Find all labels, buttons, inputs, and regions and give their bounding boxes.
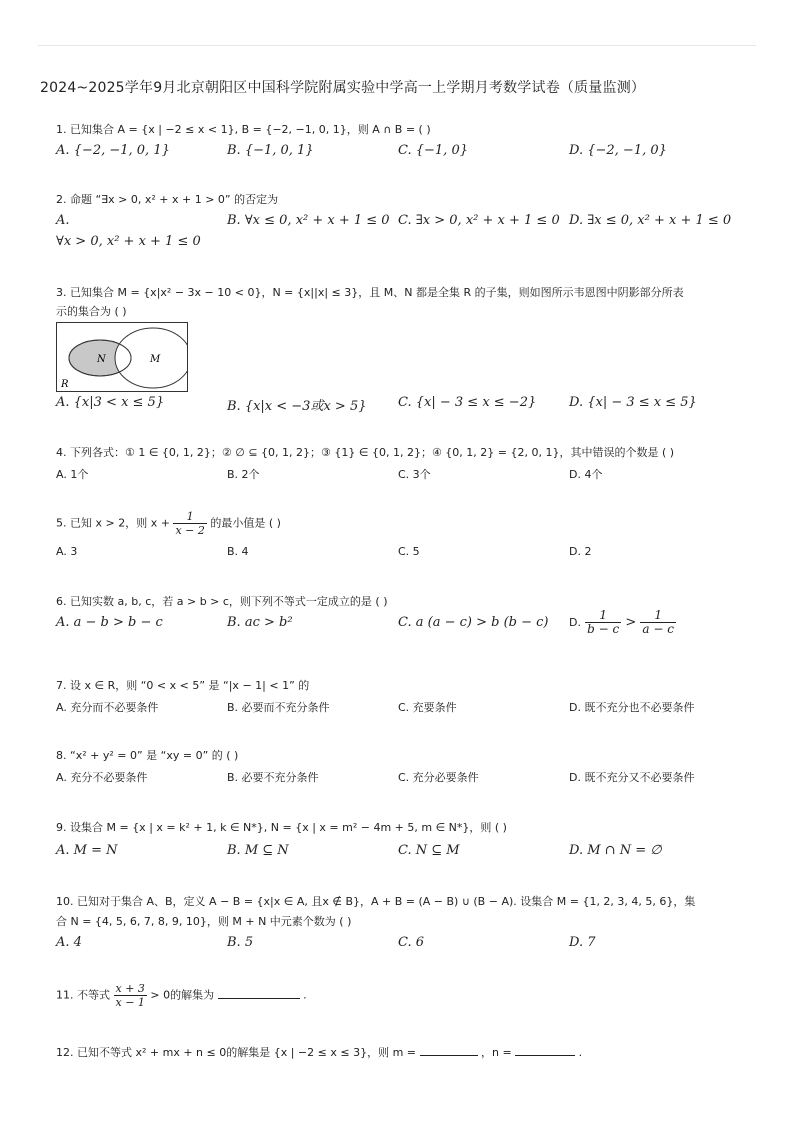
q2-option-a-text: ∀x > 0, x² + x + 1 ≤ 0 (56, 234, 201, 249)
q5-frac-den: x − 2 (175, 524, 205, 537)
q7-option-a[interactable]: A. 充分而不必要条件 (56, 701, 159, 714)
q12-n-answer-blank[interactable] (515, 1043, 575, 1056)
q11-stem-pre: 11. 不等式 (56, 988, 114, 1002)
q6-option-b[interactable]: B. ac > b² (227, 615, 293, 630)
q3-option-d[interactable]: D. {x| − 3 ≤ x ≤ 5} (569, 395, 697, 410)
q3-option-a[interactable]: A. {x|3 < x ≤ 5} (56, 395, 165, 410)
q1-option-c[interactable]: C. {−1, 0} (398, 143, 468, 158)
q8-option-c[interactable]: C. 充分必要条件 (398, 771, 479, 784)
q12-stem-pre: 12. 已知不等式 x² + mx + n ≤ 0的解集是 {x | −2 ≤ x ≤ 3}，则 m = (56, 1046, 420, 1059)
q6-d-den2: a − c (642, 622, 674, 636)
question-12-stem (56, 1043, 582, 1061)
q1-option-b[interactable]: B. {−1, 0, 1} (227, 143, 314, 158)
question-8-stem: 8. “x² + y² = 0” 是 “xy = 0” 的 ( ) (56, 749, 239, 762)
q6-option-d[interactable] (569, 609, 676, 636)
q2-option-d[interactable]: D. ∃x ≤ 0, x² + x + 1 ≤ 0 (569, 213, 732, 228)
q9-option-a[interactable]: A. M = N (56, 843, 118, 858)
q10-option-a[interactable]: A. 4 (56, 935, 82, 950)
header-divider (38, 45, 756, 46)
q8-option-a[interactable]: A. 充分不必要条件 (56, 771, 148, 784)
question-3-stem: 3. 已知集合 M = {x|x² − 3x − 10 < 0}，N = {x||x| ≤ 3}，且 M、N 都是全集 R 的子集，则如图所示韦恩图中阴影部分所表 (56, 286, 684, 299)
q1-option-d[interactable]: D. {−2, −1, 0} (569, 143, 667, 158)
q11-fraction (114, 982, 147, 1009)
q6-d-frac2 (640, 609, 676, 636)
q5-frac-num: 1 (173, 510, 206, 524)
q1-option-a[interactable]: A. {−2, −1, 0, 1} (56, 143, 170, 158)
question-6-stem: 6. 已知实数 a, b, c，若 a > b > c，则下列不等式一定成立的是 ( ) (56, 595, 388, 608)
question-7-stem: 7. 设 x ∈ R，则 “0 < x < 5” 是 “|x − 1| < 1” 的 (56, 679, 310, 692)
venn-svg (57, 323, 187, 391)
venn-diagram (56, 322, 188, 392)
q6-d-compare: > (625, 615, 637, 630)
q4-option-d[interactable]: D. 4个 (569, 468, 603, 481)
q11-stem-post: > 0的解集为 (146, 988, 218, 1002)
q10-option-d[interactable]: D. 7 (569, 935, 596, 950)
q6-option-d-label: D. (569, 616, 581, 629)
q5-stem-post: 的最小值是 ( ) (206, 516, 281, 530)
q2-option-b[interactable]: B. ∀x ≤ 0, x² + x + 1 ≤ 0 (227, 213, 390, 228)
q2-option-c[interactable]: C. ∃x > 0, x² + x + 1 ≤ 0 (398, 213, 560, 228)
q12-stem-mid: ，n = (477, 1046, 516, 1059)
q3-option-c[interactable]: C. {x| − 3 ≤ x ≤ −2} (398, 395, 537, 410)
question-4-stem: 4. 下列各式：① 1 ∈ {0, 1, 2}；② ∅ ⊆ {0, 1, 2}；③ {1} ∈ {0, 1, 2}；④ {0, 1, 2} = {2, 0, 1}，其中错误的个数是 ( ) (56, 446, 675, 459)
q12-stem-end: . (575, 1046, 583, 1059)
q7-option-d[interactable]: D. 既不充分也不必要条件 (569, 701, 695, 714)
q12-m-answer-blank[interactable] (420, 1043, 478, 1056)
q11-answer-blank[interactable] (218, 986, 300, 999)
q8-option-b[interactable]: B. 必要不充分条件 (227, 771, 319, 784)
q4-option-b[interactable]: B. 2个 (227, 468, 260, 481)
q2-option-a[interactable]: A. (56, 213, 70, 228)
q6-d-num2: 1 (640, 609, 676, 623)
q10-option-c[interactable]: C. 6 (398, 935, 425, 950)
question-11-stem (56, 982, 307, 1009)
q6-option-c[interactable]: C. a (a − c) > b (b − c) (398, 615, 549, 630)
question-5-stem (56, 510, 281, 537)
question-1-stem: 1. 已知集合 A = {x | −2 ≤ x < 1}, B = {−2, −1, 0, 1}，则 A ∩ B = ( ) (56, 123, 431, 136)
q5-option-c[interactable]: C. 5 (398, 545, 420, 558)
q5-stem-pre: 5. 已知 x > 2，则 x + (56, 516, 174, 530)
q11-frac-den: x − 1 (115, 996, 145, 1009)
q6-option-a[interactable]: A. a − b > b − c (56, 615, 163, 630)
question-2-stem: 2. 命题 “∃x > 0, x² + x + 1 > 0” 的否定为 (56, 193, 279, 206)
q6-d-frac1 (585, 609, 621, 636)
q11-frac-num: x + 3 (115, 982, 145, 995)
q9-option-c[interactable]: C. N ⊆ M (398, 843, 460, 858)
q6-d-num1: 1 (585, 609, 621, 623)
q5-option-d[interactable]: D. 2 (569, 545, 592, 558)
q9-option-b[interactable]: B. M ⊆ N (227, 843, 289, 858)
q10-option-b[interactable]: B. 5 (227, 935, 254, 950)
question-9-stem: 9. 设集合 M = {x | x = k² + 1, k ∈ N*}, N = {x | x = m² − 4m + 5, m ∈ N*}，则 ( ) (56, 821, 507, 834)
q7-option-b[interactable]: B. 必要而不充分条件 (227, 701, 330, 714)
q4-option-c[interactable]: C. 3个 (398, 468, 431, 481)
q5-option-a[interactable]: A. 3 (56, 545, 78, 558)
q9-option-d[interactable]: D. M ∩ N = ∅ (569, 843, 662, 858)
q6-d-den1: b − c (587, 622, 620, 636)
q3-option-b[interactable]: B. {x|x < −3或x > 5} (227, 399, 367, 414)
q11-stem-end: . (299, 988, 307, 1002)
question-10-stem-cont: 合 N = {4, 5, 6, 7, 8, 9, 10}，则 M + N 中元素个数为 ( ) (56, 915, 352, 928)
venn-r-label: R (61, 379, 69, 390)
q7-option-c[interactable]: C. 充要条件 (398, 701, 457, 714)
q8-option-d[interactable]: D. 既不充分又不必要条件 (569, 771, 695, 784)
q5-fraction (173, 510, 206, 537)
page-title: 2024~2025学年9月北京朝阳区中国科学院附属实验中学高一上学期月考数学试卷（质量监测） (40, 80, 646, 96)
q5-option-b[interactable]: B. 4 (227, 545, 249, 558)
question-3-stem-cont: 示的集合为 ( ) (56, 305, 127, 318)
venn-n-label: N (97, 354, 106, 365)
question-10-stem: 10. 已知对于集合 A、B，定义 A − B = {x|x ∈ A, 且x ∉ B}，A + B = (A − B) ∪ (B − A). 设集合 M = {1, 2, 3, 4, 5, 6}，集 (56, 895, 696, 908)
q4-option-a[interactable]: A. 1个 (56, 468, 89, 481)
venn-m-label: M (150, 354, 161, 365)
